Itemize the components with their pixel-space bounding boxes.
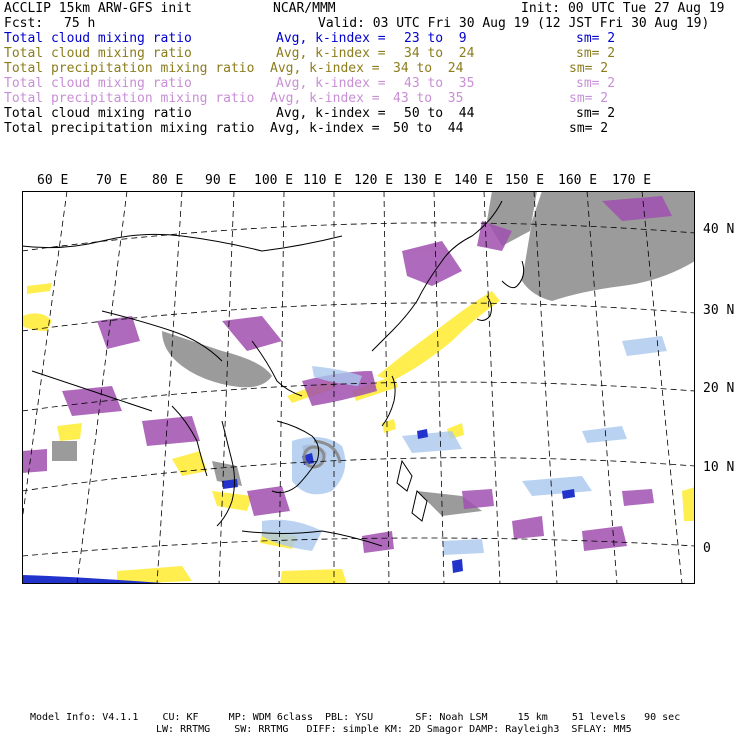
legend-avg: Avg, k-index = (276, 31, 386, 46)
map-canvas (22, 191, 695, 584)
legend-avg: Avg, k-index = (270, 91, 380, 106)
legend-field: Total precipitation mixing ratio (4, 121, 255, 136)
legend-field: Total precipitation mixing ratio (4, 61, 255, 76)
legend-range: 43 to 35 (404, 76, 475, 91)
forecast-hour: 75 h (64, 16, 96, 31)
legend-range: 34 to 24 (393, 61, 464, 76)
legend-sm: sm= 2 (576, 76, 616, 91)
lon-label: 140 E (454, 173, 494, 188)
lon-label: 160 E (558, 173, 598, 188)
lon-label: 110 E (303, 173, 343, 188)
legend-avg: Avg, k-index = (276, 46, 386, 61)
lon-label: 60 E (37, 173, 69, 188)
center-label: NCAR/MMM (273, 1, 336, 16)
legend-avg: Avg, k-index = (270, 61, 380, 76)
legend-sm: sm= 2 (569, 91, 609, 106)
lat-label: 40 N (703, 222, 735, 237)
lon-label: 90 E (205, 173, 237, 188)
legend-range: 43 to 35 (393, 91, 464, 106)
legend-sm: sm= 2 (576, 106, 616, 121)
model-info-line1: Model Info: V4.1.1 CU: KF MP: WDM 6class PBL: YSU SF: Noah LSM 15 km 51 levels 90 sec (30, 712, 681, 723)
lat-label: 10 N (703, 460, 735, 475)
legend-sm: sm= 2 (576, 31, 616, 46)
legend-sm: sm= 2 (569, 121, 609, 136)
legend-range: 34 to 24 (404, 46, 475, 61)
plot-title: ACCLIP 15km ARW-GFS init (4, 1, 192, 16)
legend-field: Total cloud mixing ratio (4, 106, 192, 121)
legend-field: Total precipitation mixing ratio (4, 91, 255, 106)
lon-label: 80 E (152, 173, 184, 188)
legend-field: Total cloud mixing ratio (4, 46, 192, 61)
lon-label: 120 E (354, 173, 394, 188)
legend-avg: Avg, k-index = (276, 76, 386, 91)
model-info-line2: LW: RRTMG SW: RRTMG DIFF: simple KM: 2D Smagor DAMP: Rayleigh3 SFLAY: MM5 (156, 724, 632, 735)
legend-avg: Avg, k-index = (270, 121, 380, 136)
lon-label: 70 E (96, 173, 128, 188)
lat-label: 0 (703, 541, 711, 556)
valid-time: Valid: 03 UTC Fri 30 Aug 19 (12 JST Fri 30 Aug 19) (318, 16, 710, 31)
legend-range: 50 to 44 (404, 106, 475, 121)
lat-label: 30 N (703, 303, 735, 318)
legend-sm: sm= 2 (576, 46, 616, 61)
lat-label: 20 N (703, 381, 735, 396)
legend-range: 50 to 44 (393, 121, 464, 136)
legend-range: 23 to 9 (404, 31, 467, 46)
lon-label: 100 E (254, 173, 294, 188)
lon-label: 170 E (612, 173, 652, 188)
init-time: Init: 00 UTC Tue 27 Aug 19 (521, 1, 725, 16)
lon-label: 130 E (403, 173, 443, 188)
lon-label: 150 E (505, 173, 545, 188)
legend-sm: sm= 2 (569, 61, 609, 76)
forecast-label: Fcst: (4, 16, 44, 31)
legend-avg: Avg, k-index = (276, 106, 386, 121)
legend-field: Total cloud mixing ratio (4, 76, 192, 91)
legend-field: Total cloud mixing ratio (4, 31, 192, 46)
map-panel (22, 191, 695, 584)
